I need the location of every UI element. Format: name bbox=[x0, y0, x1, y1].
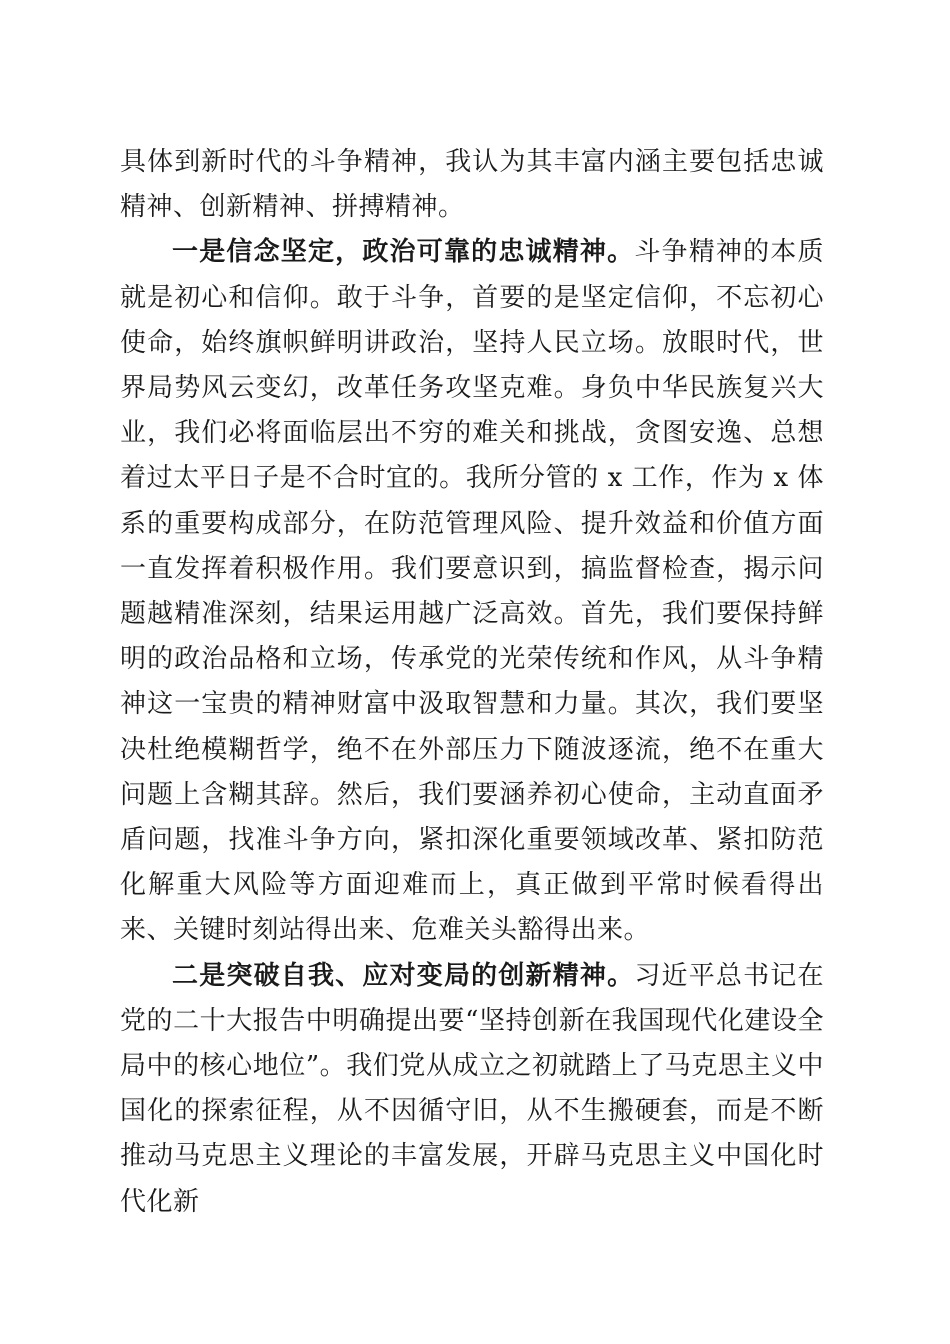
document-body bbox=[120, 140, 824, 1225]
paragraph-loyalty bbox=[120, 230, 824, 953]
paragraph-loyalty-heading: 一是信念坚定，政治可靠的忠诚精神。 bbox=[172, 237, 635, 268]
paragraph-innovation bbox=[120, 954, 824, 1225]
paragraph-intro-text: 具体到新时代的斗争精神，我认为其丰富内涵主要包括忠诚精神、创新精神、拼搏精神。 bbox=[120, 147, 824, 223]
paragraph-loyalty-text: 斗争精神的本质就是初心和信仰。敢于斗争，首要的是坚定信仰，不忘初心使命，始终旗帜鲜明讲政治，坚持人民立场。放眼时代，世界局势风云变幻，改革任务攻坚克难。身负中华民族复兴大业，我们必将面临层出不穷的难关和挑战，贪图安逸、总想着过太平日子是不合时宜的。我所分管的 x 工作，作为 x 体系的重要构成部分，在防范管理风险、提升效益和价值方面一直发挥着积极作用。我们要意识到，搞监督检查，揭示问题越精准深刻，结果运用越广泛高效。首先，我们要保持鲜明的政治品格和立场，传承党的光荣传统和作风，从斗争精神这一宝贵的精神财富中汲取智慧和力量。其次，我们要坚决杜绝模糊哲学，绝不在外部压力下随波逐流，绝不在重大问题上含糊其辞。然后，我们要涵养初心使命，主动直面矛盾问题，找准斗争方向，紧扣深化重要领域改革、紧扣防范化解重大风险等方面迎难而上，真正做到平常时候看得出来、关键时刻站得出来、危难关头豁得出来。 bbox=[120, 237, 824, 946]
paragraph-innovation-text: 习近平总书记在党的二十大报告中明确提出要“坚持创新在我国现代化建设全局中的核心地位”。我们党从成立之初就踏上了马克思主义中国化的探索征程，从不因循守旧，从不生搬硬套，而是不断推动马克思主义理论的丰富发展，开辟马克思主义中国化时代化新 bbox=[120, 960, 824, 1217]
paragraph-innovation-heading: 二是突破自我、应对变局的创新精神。 bbox=[172, 960, 635, 991]
paragraph-intro bbox=[120, 140, 824, 230]
